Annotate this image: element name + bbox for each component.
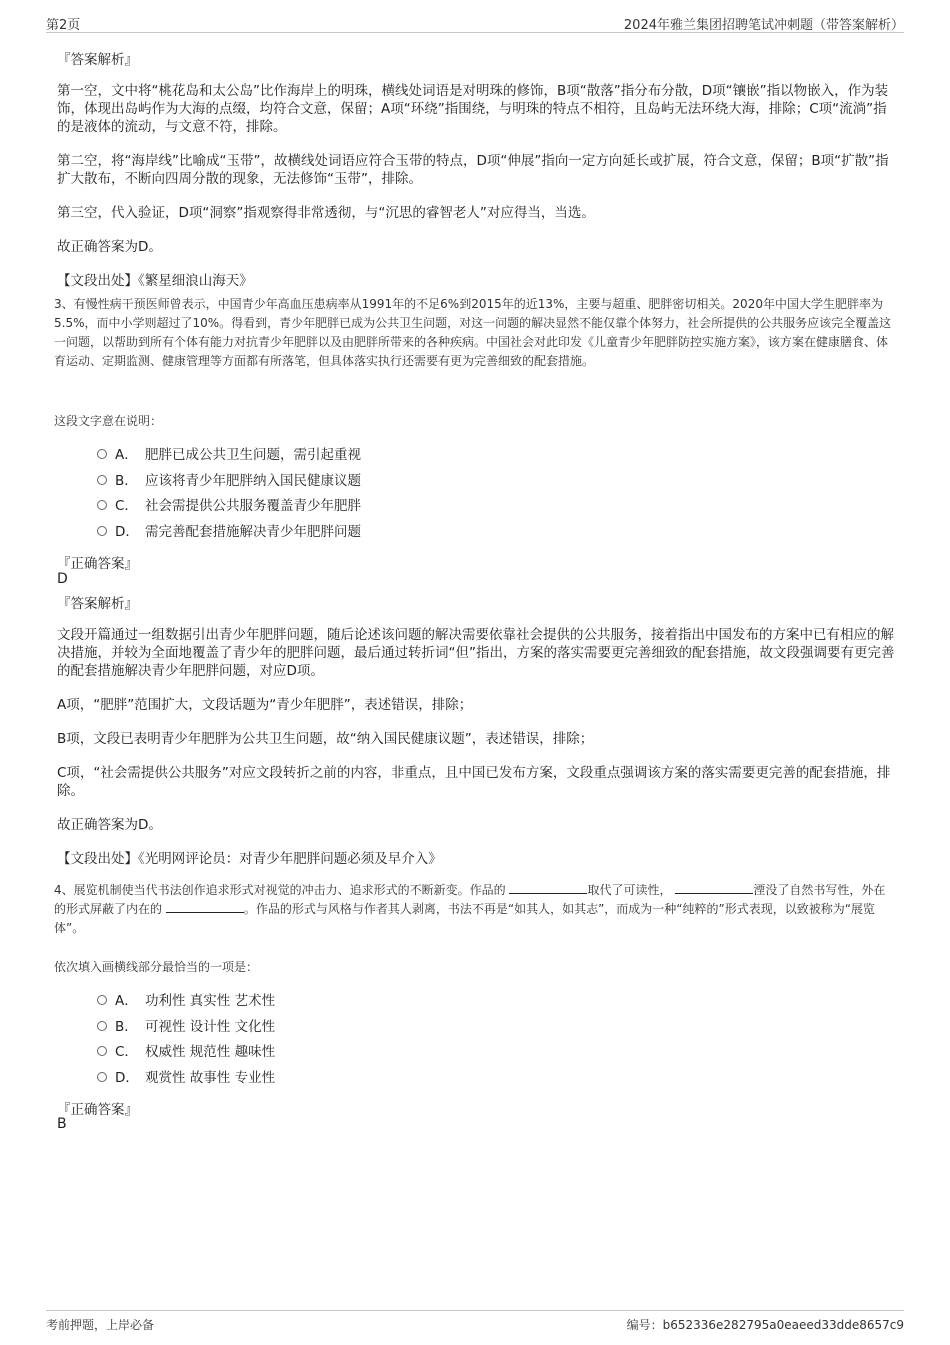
radio-icon[interactable] [97,500,107,510]
radio-icon[interactable] [97,1046,107,1056]
q4-stem-part-1: 4、展览机制使当代书法创作追求形式对视觉的冲击力、追求形式的不断新变。作品的 [54,883,506,897]
option-letter: A． [115,993,138,1009]
page-footer [46,1310,904,1335]
page-header [46,12,904,33]
option-text: 需完善配套措施解决青少年肥胖问题 [145,524,361,540]
q4-prompt: 依次填入画横线部分最恰当的一项是： [54,960,259,974]
q3-option-b[interactable] [97,471,361,491]
q3-stem: 3、有慢性病干预医师曾表示，中国青少年高血压患病率从1991年的不足6%到2015年的近13%，主要与超重、肥胖密切相关。2020年中国大学生肥胖率为5.5%，而中小学则超过了10%。得看到，青少年肥胖已成为公共卫生问题，对这一问题的解决显然不能仅靠个体努力，社会所提供的公共服务应该完全覆盖这一问题，以帮助到所有个体有能力对抗青少年肥胖以及由肥胖所带来的各种疾病。中国社会对此印发《儿童青少年肥胖防控实施方案》，该方案在健康膳食、体育运动、定期监测、健康管理等方面都有所落笔，但具体落实执行还需要有更为完善细致的配套措施。 [54,297,892,368]
option-letter: B． [115,473,138,489]
q4-stem-part-3: 湮没了自然书写性，外在的形式屏蔽了内在的 [54,883,886,916]
option-text: 可视性 设计性 文化性 [145,1019,276,1035]
option-letter: D． [115,1070,139,1086]
q3-note-b: B项，文段已表明青少年肥胖为公共卫生问题，故“纳入国民健康议题”，表述错误，排除； [57,731,594,747]
radio-icon[interactable] [97,526,107,536]
option-letter: C． [115,498,138,514]
footer-slogan: 考前押题，上岸必备 [46,1318,155,1332]
q3-conclusion: 故正确答案为D。 [57,817,162,833]
q4-stem-part-2: 取代了可读性， [587,883,672,897]
option-text: 功利性 真实性 艺术性 [145,993,276,1009]
q3-note-a: A项，“肥胖”范围扩大，文段话题为“青少年肥胖”，表述错误，排除； [57,697,473,713]
fill-blank-2 [675,881,753,894]
option-text: 权威性 规范性 趣味性 [145,1044,276,1060]
option-letter: D． [115,524,139,540]
q3-option-a[interactable] [97,445,361,465]
q3-option-c[interactable] [97,496,361,516]
option-text: 应该将青少年肥胖纳入国民健康议题 [145,473,361,489]
option-text: 观赏性 故事性 专业性 [145,1070,276,1086]
q3-analysis: 文段开篇通过一组数据引出青少年肥胖问题，随后论述该问题的解决需要依靠社会提供的公共服务，接着指出中国发布的方案中已有相应的解决措施，并较为全面地覆盖了青少年的肥胖问题，最后通过转折词“但”指出，方案的落实需要更完善细致的配套措施，故文段强调要有更完善的配套措施解决青少年肥胖问题，对应D项。 [57,627,895,679]
q4-option-b[interactable] [97,1017,275,1037]
radio-icon[interactable] [97,449,107,459]
q2-source: 【文段出处】《繁星细浪山海天》 [57,273,253,289]
q3-answer-label: 『正确答案』 [57,556,138,572]
q2-analysis-label: 『答案解析』 [57,52,138,68]
option-text: 社会需提供公共服务覆盖青少年肥胖 [145,498,361,514]
fill-blank-3 [166,900,244,913]
q4-option-c[interactable] [97,1042,275,1062]
option-letter: A． [115,447,138,463]
footer-serial: 编号：b652336e282795a0eaeed33dde8657c9 [626,1318,904,1332]
q4-stem-part-4: 。作品的形式与风格与作者其人剥离，书法不再是“如其人，如其志”，而成为一种“纯粹的”形式表现，以致被称为“展览体”。 [54,902,875,935]
fill-blank-1 [509,881,587,894]
q3-prompt: 这段文字意在说明： [54,414,163,428]
q4-option-d[interactable] [97,1068,275,1088]
option-letter: C． [115,1044,138,1060]
q4-answer: B [57,1116,67,1132]
page-number: 第2页 [46,18,81,33]
option-letter: B． [115,1019,138,1035]
radio-icon[interactable] [97,995,107,1005]
option-text: 肥胖已成公共卫生问题，需引起重视 [145,447,361,463]
q3-source: 【文段出处】《光明网评论员：对青少年肥胖问题必须及早介入》 [57,851,442,867]
q4-option-a[interactable] [97,991,275,1011]
radio-icon[interactable] [97,475,107,485]
q3-analysis-label: 『答案解析』 [57,596,138,612]
q2-analysis-para-3: 第三空，代入验证，D项“洞察”指观察得非常透彻，与“沉思的睿智老人”对应得当，当选。 [57,205,595,221]
q3-note-c: C项，“社会需提供公共服务”对应文段转折之前的内容，非重点，且中国已发布方案，文段重点强调该方案的落实需要更完善的配套措施，排除。 [57,765,891,799]
q2-conclusion: 故正确答案为D。 [57,239,162,255]
q3-option-d[interactable] [97,522,361,542]
radio-icon[interactable] [97,1072,107,1082]
q3-answer: D [57,571,68,587]
q2-analysis-para-1: 第一空，文中将“桃花岛和太公岛”比作海岸上的明珠，横线处词语是对明珠的修饰，B项“散落”指分布分散，D项“镶嵌”指以物嵌入，作为装饰，体现出岛屿作为大海的点缀，均符合文意，保留；A项“环绕”指围绕，与明珠的特点不相符，且岛屿无法环绕大海，排除；C项“流淌”指的是液体的流动，与文意不符，排除。 [57,83,889,135]
document-title: 2024年雅兰集团招聘笔试冲刺题（带答案解析） [623,18,904,33]
q2-analysis-para-2: 第二空，将“海岸线”比喻成“玉带”，故横线处词语应符合玉带的特点，D项“伸展”指向一定方向延长或扩展，符合文意，保留；B项“扩散”指扩大散布，不断向四周分散的现象，无法修饰“玉带”，排除。 [57,153,889,187]
q4-answer-label: 『正确答案』 [57,1102,138,1118]
radio-icon[interactable] [97,1021,107,1031]
q4-stem [54,881,896,938]
